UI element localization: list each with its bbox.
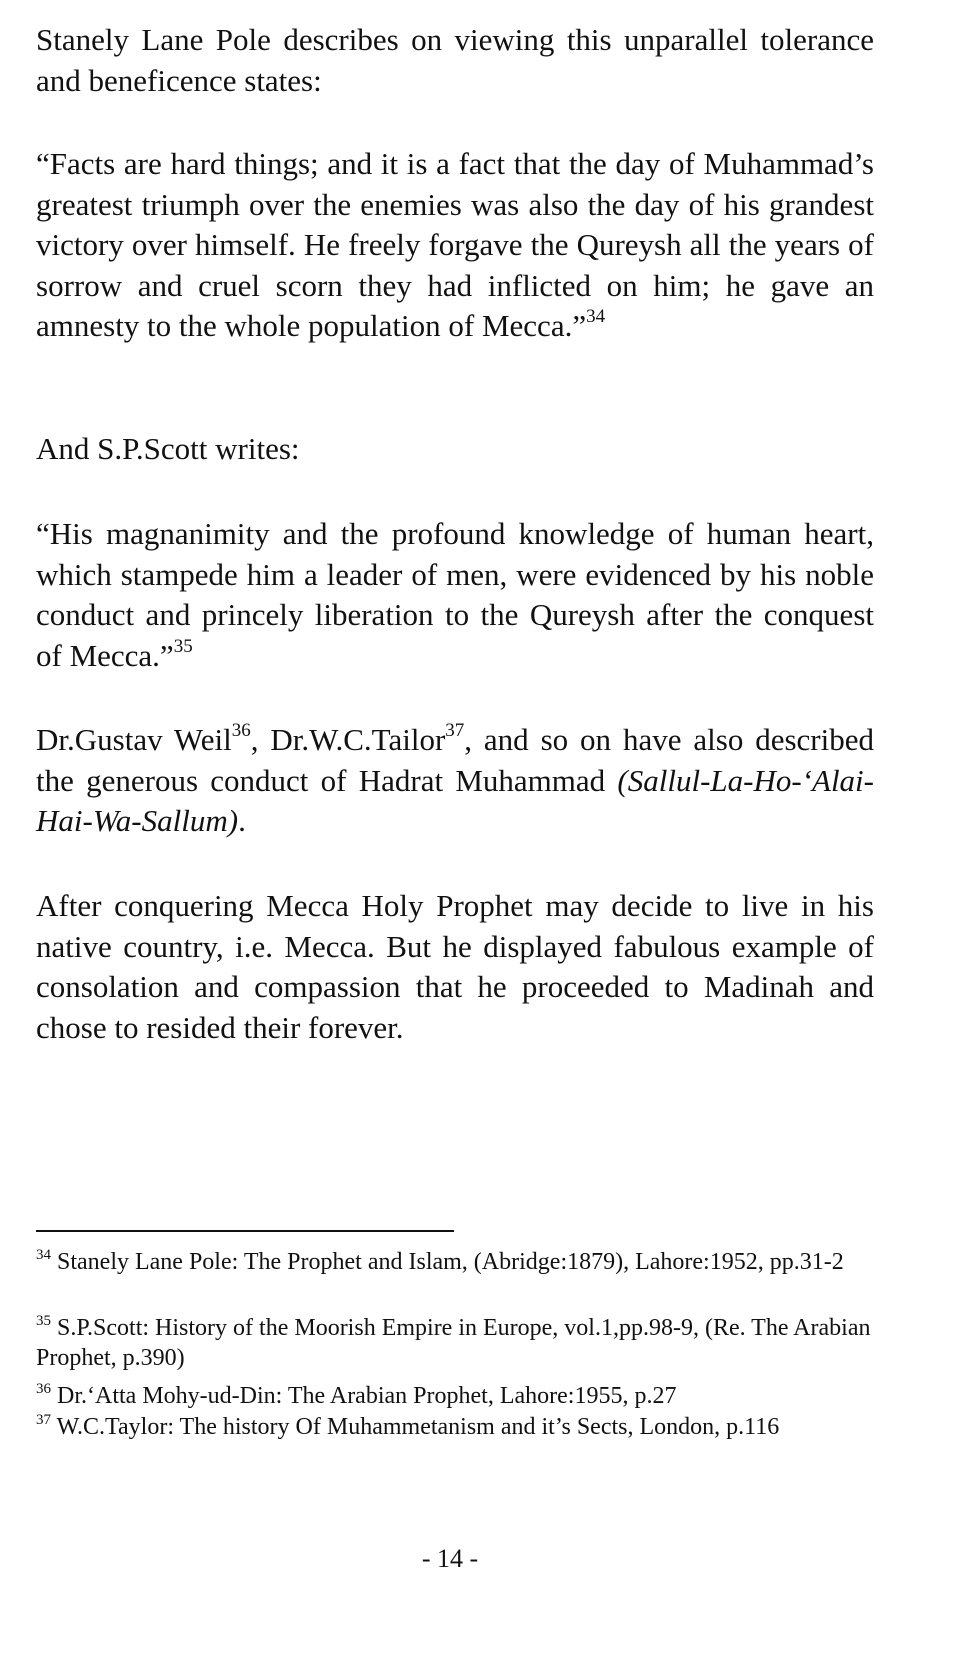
footnote-ref-37: 37 <box>445 720 465 741</box>
footnote-37 <box>36 1412 886 1442</box>
footnote-number: 34 <box>36 1247 51 1263</box>
paragraph-text: , and so on have also described the generous conduct of Hadrat Muhammad <box>36 722 874 798</box>
footnote-number: 36 <box>36 1381 51 1397</box>
paragraph-text: After conquering Mecca Holy Prophet may decide to live in his native country, i.e. Mecca. But he displayed fabulous example of consolation and compassion that he proceeded to Madinah and chose to resided their forever. <box>36 888 874 1045</box>
separator: , <box>250 722 271 757</box>
footnote-text: W.C.Taylor: The history Of Muhammetanism and it’s Sects, London, p.116 <box>51 1414 780 1440</box>
footnote-text: Dr.‘Atta Mohy-ud-Din: The Arabian Prophet, Lahore:1955, p.27 <box>51 1383 677 1409</box>
quote-lane-pole <box>36 144 874 347</box>
page-number: - 14 - <box>421 1544 479 1573</box>
paragraph-madinah <box>36 886 874 1048</box>
footnote-34 <box>36 1247 886 1277</box>
paragraph-other-authors <box>36 720 874 842</box>
quote-text: “His magnanimity and the profound knowledge of human heart, which stampede him a leader of men, were evidenced by his noble conduct and princely liberation to the Qureysh after the conquest of Mecca.” <box>36 516 874 673</box>
footnote-36 <box>36 1381 886 1411</box>
paragraph-lane-pole-intro <box>36 20 874 101</box>
footnote-text: S.P.Scott: History of the Moorish Empire in Europe, vol.1,pp.98-9, (Re. The Arabian Prophet, p.390) <box>36 1315 871 1371</box>
quote-scott <box>36 514 874 676</box>
author-weil: Dr.Gustav Weil <box>36 722 232 757</box>
paragraph-scott-intro <box>36 429 874 470</box>
footnote-divider <box>36 1230 454 1232</box>
footnote-35 <box>36 1313 886 1373</box>
footnote-number: 35 <box>36 1313 51 1329</box>
footnote-ref-36: 36 <box>231 720 251 741</box>
paragraph-text: Stanely Lane Pole describes on viewing this unparallel tolerance and beneficence states: <box>36 22 874 98</box>
honorific-italic: (Sallul-La-Ho-‘Alai-Hai-Wa-Sallum) <box>36 762 874 838</box>
quote-text: “Facts are hard things; and it is a fact that the day of Muhammad’s greatest triumph over the enemies was also the day of his grandest victory over himself. He freely forgave the Qureysh all the years of sorrow and cruel scorn they had inflicted on him; he gave an amnesty to the whole population of Mecca.” <box>36 146 874 343</box>
paragraph-end: . <box>238 803 246 838</box>
footnote-ref-34: 34 <box>586 306 606 327</box>
footnote-text: Stanely Lane Pole: The Prophet and Islam, (Abridge:1879), Lahore:1952, pp.31-2 <box>51 1249 844 1275</box>
footnote-ref-35: 35 <box>173 635 193 657</box>
paragraph-text: And S.P.Scott writes: <box>36 431 300 466</box>
footnote-number: 37 <box>36 1412 51 1428</box>
author-tailor: Dr.W.C.Tailor <box>270 722 446 757</box>
